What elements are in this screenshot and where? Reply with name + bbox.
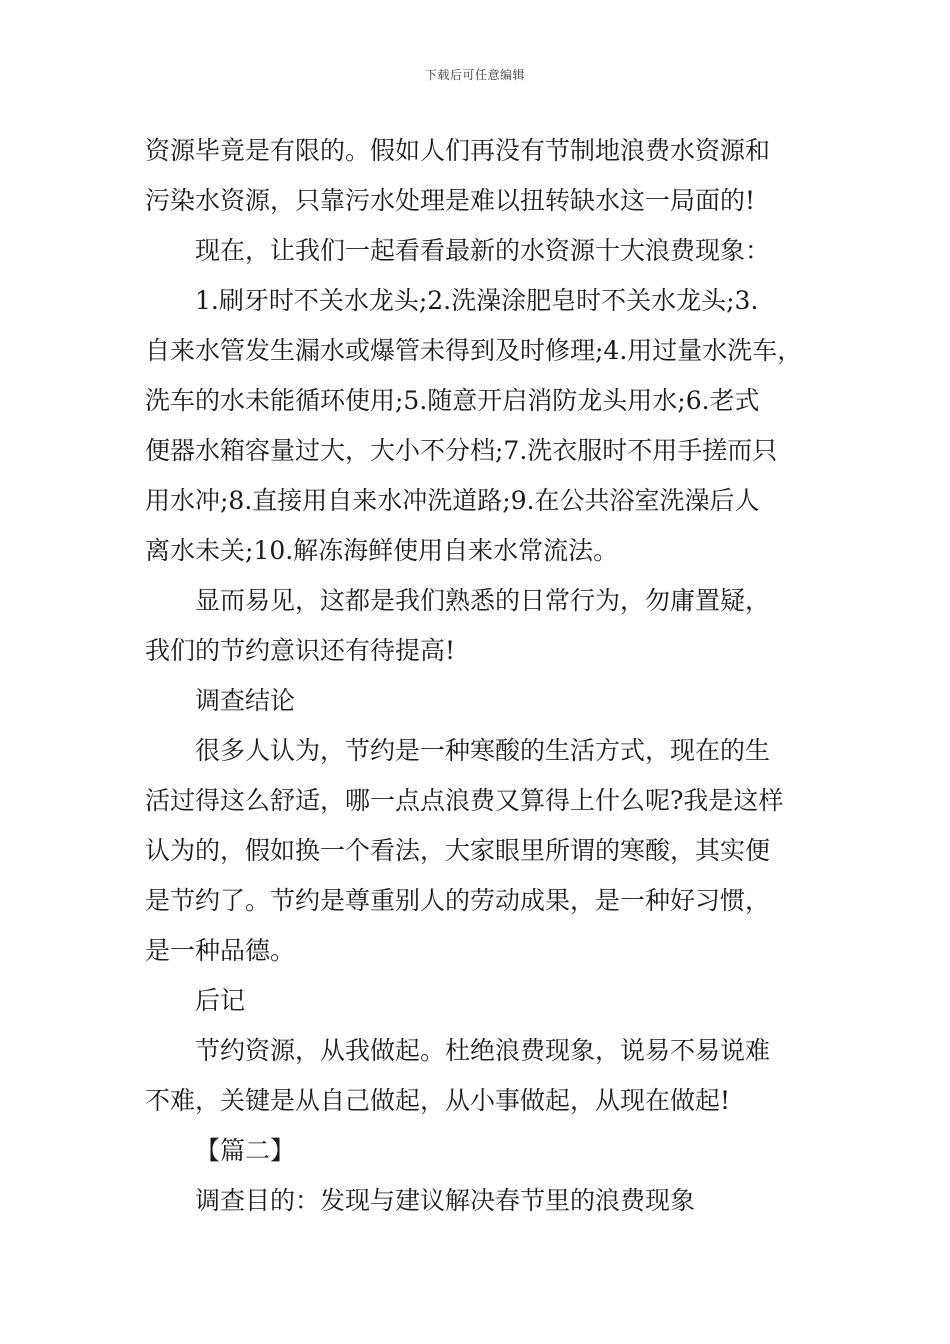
paragraph-line: 自来水管发生漏水或爆管未得到及时修理;4.用过量水洗车， <box>145 336 803 365</box>
paragraph-line: 不难，关键是从自己做起，从小事做起，从现在做起! <box>145 1086 731 1115</box>
paragraph-line: 是节约了。节约是尊重别人的劳动成果，是一种好习惯， <box>145 886 771 915</box>
paragraph-line: 用水冲;8.直接用自来水冲洗道路;9.在公共浴室洗澡后人 <box>145 486 760 515</box>
paragraph-line: 现在，让我们一起看看最新的水资源十大浪费现象： <box>195 236 771 265</box>
paragraph-line: 显而易见，这都是我们熟悉的日常行为，勿庸置疑， <box>195 586 771 615</box>
paragraph-line: 离水未关;10.解冻海鲜使用自来水常流法。 <box>145 536 619 565</box>
section-heading: 后记 <box>195 986 246 1015</box>
section-heading: 调查结论 <box>195 686 296 715</box>
paragraph-line: 活过得这么舒适，哪一点点浪费又算得上什么呢?我是这样 <box>145 786 784 815</box>
paragraph-line: 洗车的水未能循环使用;5.随意开启消防龙头用水;6.老式 <box>145 386 760 415</box>
paragraph-line: 1.刷牙时不关水龙头;2.洗澡涂肥皂时不关水龙头;3. <box>195 286 759 315</box>
paragraph-line: 资源毕竟是有限的。假如人们再没有节制地浪费水资源和 <box>145 136 771 165</box>
document-body <box>145 126 809 1226</box>
paragraph-line: 认为的，假如换一个看法，大家眼里所谓的寒酸，其实便 <box>145 836 771 865</box>
paragraph-line: 是一种品德。 <box>145 936 296 965</box>
paragraph-line: 很多人认为，节约是一种寒酸的生活方式，现在的生 <box>195 736 771 765</box>
paragraph-line: 我们的节约意识还有待提高! <box>145 636 456 665</box>
paragraph-line: 调查目的：发现与建议解决春节里的浪费现象 <box>195 1186 696 1215</box>
page-header: 下载后可任意编辑 <box>424 68 525 82</box>
paragraph-line: 污染水资源，只靠污水处理是难以扭转缺水这一局面的! <box>145 186 756 215</box>
section-heading: 【篇二】 <box>195 1136 296 1165</box>
paragraph-line: 便器水箱容量过大，大小不分档;7.洗衣服时不用手搓而只 <box>145 436 778 465</box>
paragraph-line: 节约资源，从我做起。杜绝浪费现象，说易不易说难 <box>195 1036 771 1065</box>
